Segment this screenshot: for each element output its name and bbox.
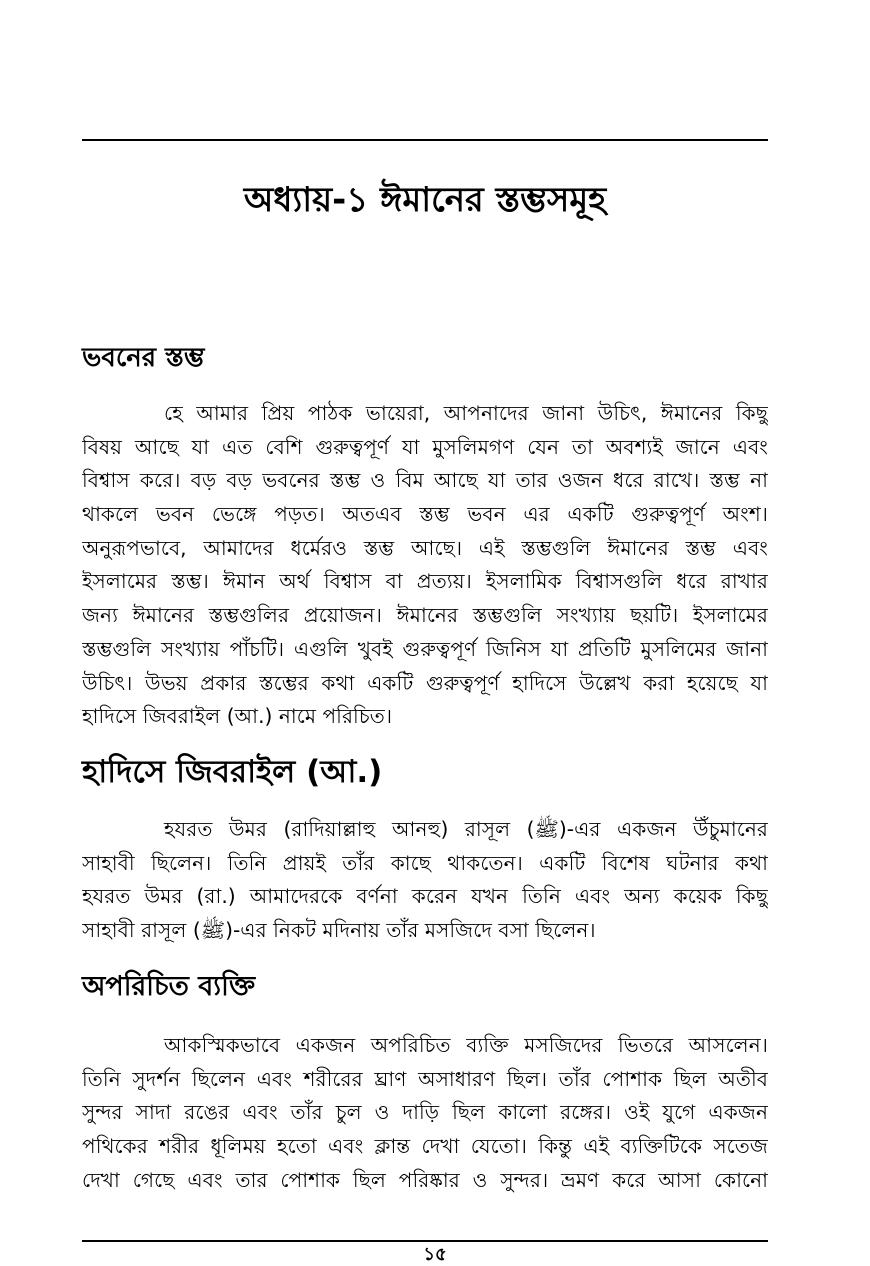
text-line: স্তম্ভগুলি সংখ্যায় পাঁচটি। এগুলি খুবই গুরুত্বপূর্ণ জিনিস যা প্রতিটি মুসলিমের জানা (82, 636, 768, 661)
text-line: আকস্মিকভাবে একজন অপরিচিত ব্যক্তি মসজিদের ভিতরে আসলেন। (164, 1033, 768, 1057)
text-line: বিষয় আছে যা এত বেশি গুরুত্বপূর্ণ যা মুসলিমগণ যেন তা অবশ্যই জানে এবং (82, 434, 768, 459)
text-line: ইসলামের স্তম্ভ। ঈমান অর্থ বিশ্বাস বা প্রত্যয়। ইসলামিক বিশ্বাসগুলি ধরে রাখার (82, 569, 768, 594)
top-divider (82, 139, 768, 141)
text-line: বিশ্বাস করে। বড় বড় ভবনের স্তম্ভ ও বিম আছে যা তার ওজন ধরে রাখে। স্তম্ভ না (82, 468, 768, 493)
paragraph-stranger (82, 1029, 768, 1197)
paragraph-hadith (82, 813, 768, 948)
text-line: সাহাবী রাসূল (ﷺ)-এর নিকট মদিনায় তাঁর মসজিদে বসা ছিলেন। (82, 918, 596, 943)
text-line: জন্য ঈমানের স্তম্ভগুলির প্রয়োজন। ঈমানের স্তম্ভগুলি সংখ্যায় ছয়টি। ইসলামের (82, 603, 768, 628)
text-line: হে আমার প্রিয় পাঠক ভায়েরা, আপনাদের জানা উচিৎ, ঈমানের কিছু (164, 401, 768, 425)
text-line: অনুরূপভাবে, আমাদের ধর্মেরও স্তম্ভ আছে। এই স্তম্ভগুলি ঈমানের স্তম্ভ এবং (82, 535, 768, 560)
section-heading-hadith: হাদিসে জিবরাইল (আ.) (82, 754, 383, 790)
chapter-title: অধ্যায়-১ ঈমানের স্তম্ভসমূহ (243, 180, 607, 220)
bottom-divider (82, 1240, 768, 1242)
text-line: থাকলে ভবন ভেঙ্গে পড়ত। অতএব স্তম্ভ ভবন এর একটি গুরুত্বপূর্ণ অংশ। (82, 502, 768, 527)
text-line: উচিৎ। উভয় প্রকার স্তম্ভের কথা একটি গুরুত্বপূর্ণ হাদিসে উল্লেখ করা হয়েছে যা (82, 670, 768, 695)
text-line: সুন্দর সাদা রঙের এবং তাঁর চুল ও দাড়ি ছিল কালো রঙ্গের। ওই যুগে একজন (82, 1100, 768, 1125)
page-number: ১৫ (423, 1244, 447, 1265)
text-line: সাহাবী ছিলেন। তিনি প্রায়ই তাঁর কাছে থাকতেন। একটি বিশেষ ঘটনার কথা (82, 850, 768, 875)
section-heading-stranger: অপরিচিত ব্যক্তি (82, 971, 256, 1002)
text-line: হাদিসে জিবরাইল (আ.) নামে পরিচিত। (82, 704, 393, 729)
text-line: হযরত উমর (রাদিয়াল্লাহু আনহু) রাসূল (ﷺ)-এর একজন উঁচুমানের (164, 817, 768, 841)
text-line: হযরত উমর (রা.) আমাদেরকে বর্ণনা করেন যখন তিনি এবং অন্য কয়েক কিছু (82, 884, 768, 909)
text-line: দেখা গেছে এবং তার পোশাক ছিল পরিষ্কার ও সুন্দর। ভ্রমণ করে আসা কোনো (82, 1167, 768, 1192)
section-heading-pillars: ভবনের স্তম্ভ (82, 343, 205, 373)
text-line: তিনি সুদর্শন ছিলেন এবং শরীরের ঘ্রাণ অসাধারণ ছিল। তাঁর পোশাক ছিল অতীব (82, 1066, 768, 1091)
paragraph-pillars (82, 397, 768, 734)
text-line: পথিকের শরীর ধূলিময় হতো এবং ক্লান্ত দেখা যেতো। কিন্তু এই ব্যক্তিটিকে সতেজ (82, 1134, 768, 1159)
